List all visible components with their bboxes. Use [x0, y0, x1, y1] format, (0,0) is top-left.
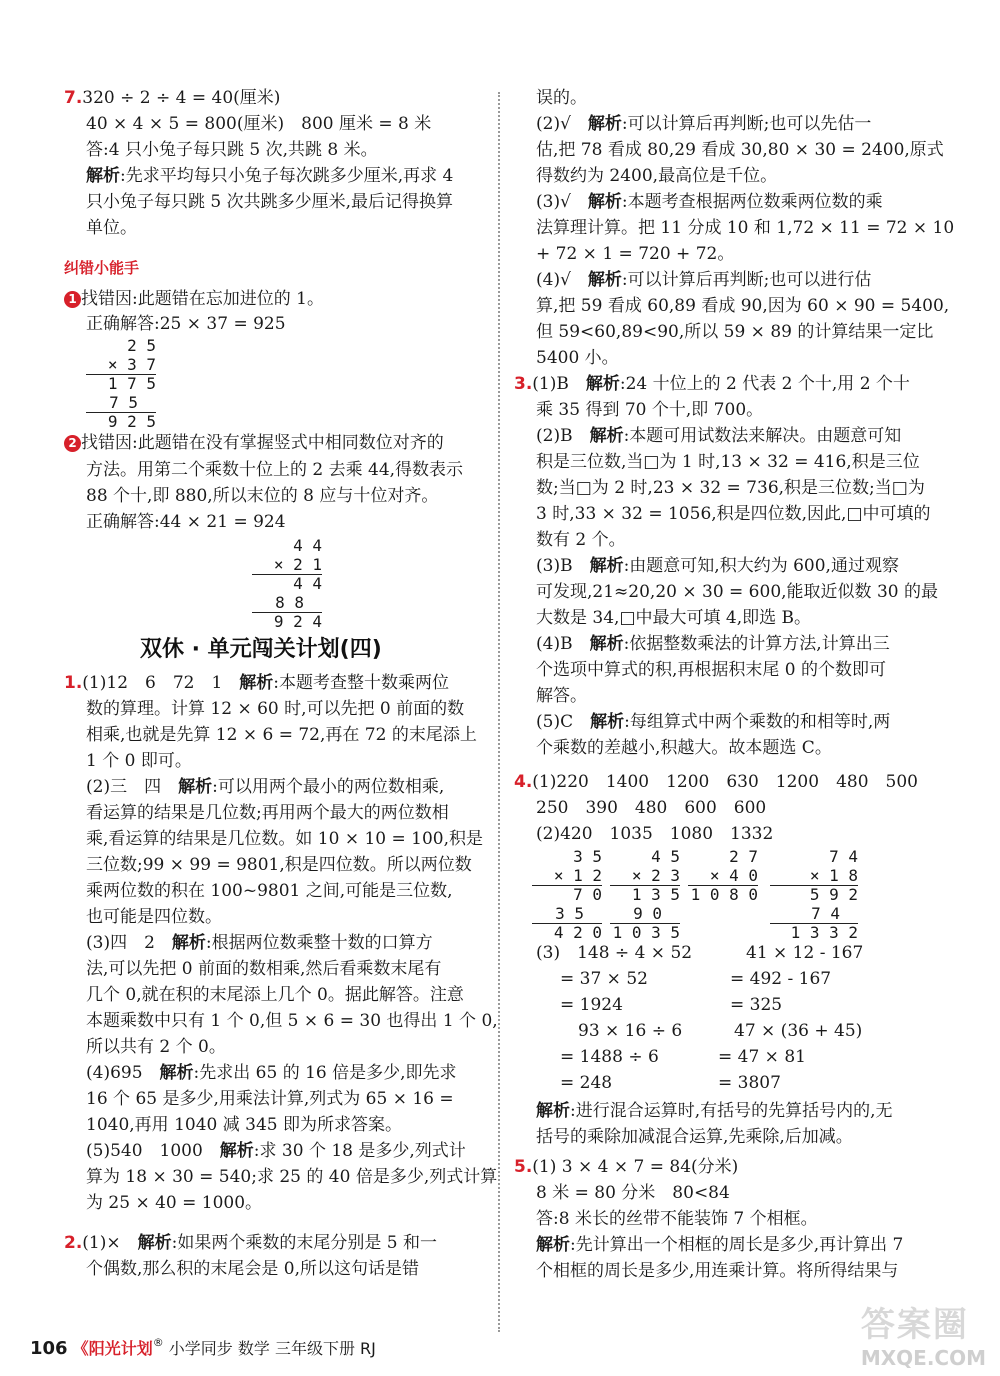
text-line: 数有 2 个。 — [536, 530, 626, 550]
text-line: 但 59<60,89<90,所以 59 × 89 的计算结果一定比 — [536, 322, 934, 342]
calc-row: 3 5 — [555, 904, 584, 923]
calc-row: 8 8 — [275, 593, 304, 612]
text-line: 16 个 65 是多少,用乘法计算,列式为 65 × 16 = — [86, 1089, 454, 1109]
analysis-label: 解析 — [86, 166, 120, 186]
text-line: (2)420 1035 1080 1332 — [536, 824, 774, 844]
column-divider — [498, 92, 500, 1332]
analysis-label: 解析 — [536, 1101, 570, 1121]
question-number: 2. — [64, 1233, 83, 1253]
text-line: 个相框的周长是多少,用连乘计算。将所得结果与 — [536, 1261, 899, 1281]
analysis-label: 解析 — [178, 777, 213, 797]
text-line: 可发现,21≈20,20 × 30 = 600,能取近似数 30 的最 — [536, 582, 938, 602]
text-line: 单位。 — [86, 218, 137, 238]
text: (4)695 — [86, 1063, 160, 1083]
calc-row: × 1 2 — [553, 866, 602, 885]
text-line: 乘两位数的积在 100~9801 之间,可能是三位数, — [86, 881, 453, 901]
text: (1)× — [82, 1233, 138, 1253]
text: :先求出 65 的 16 倍是多少,即先求 — [193, 1063, 457, 1083]
text-line: 本题乘数中只有 1 个 0,但 5 × 6 = 30 也得出 1 个 0, — [86, 1011, 498, 1031]
text-line: 算,把 59 看成 60,89 看成 90,因为 60 × 90 = 5400, — [536, 296, 950, 316]
question-number: 3. — [514, 374, 533, 394]
calc-row: 1 3 3 2 — [790, 923, 858, 942]
section-title: 双休 · 单元闯关计划(四) — [140, 637, 382, 662]
text-line: 5400 小。 — [536, 348, 619, 368]
text: (2)√ — [536, 114, 588, 134]
text-line — [536, 113, 871, 135]
vertical-calc-b — [610, 847, 680, 942]
text: 找错因:此题错在忘加进位的 1。 — [81, 289, 324, 309]
text-line: 得数约为 2400,最高位是千位。 — [536, 166, 778, 186]
text-line: = 1924 — [560, 995, 623, 1015]
jiucuo-heading: 纠错小能手 — [64, 259, 140, 277]
analysis-label: 解析 — [159, 1063, 194, 1083]
text-line: = 47 × 81 — [718, 1047, 806, 1067]
vertical-calc-d — [770, 847, 858, 942]
calc-row: 4 4 — [293, 574, 322, 593]
text-line: 数;当□为 2 时,23 × 32 = 736,积是三位数;当□为 — [536, 478, 925, 498]
question-number: 4. — [514, 772, 533, 792]
text-line — [86, 1140, 466, 1162]
text-line: 误的。 — [536, 88, 587, 108]
calc-rule — [532, 923, 602, 924]
text-line: 数的算理。计算 12 × 60 时,可以先把 0 前面的数 — [86, 699, 465, 719]
text: (3)√ — [536, 192, 588, 212]
analysis-label: 解析 — [589, 634, 624, 654]
vertical-calc-1 — [86, 336, 156, 431]
text: :先求平均每只小兔子每次跳多少厘米,再求 4 — [120, 166, 454, 186]
text-line: 方法。用第二个乘数十位上的 2 去乘 44,得数表示 — [86, 460, 464, 480]
text-line: 250 390 480 600 600 — [536, 798, 767, 818]
calc-row: 7 0 — [573, 885, 602, 904]
text-line: 答:4 只小兔子每只跳 5 次,共跳 8 米。 — [86, 140, 378, 160]
text-line: 为 25 × 40 = 1000。 — [86, 1193, 263, 1213]
page-number: 106 — [30, 1338, 68, 1359]
question-number: 7. — [64, 88, 83, 108]
calc-row: × 2 3 — [631, 866, 680, 885]
text: :可以用两个最小的两位数相乘, — [212, 777, 445, 797]
text-line: 88 个十,即 880,所以末位的 8 应与十位对齐。 — [86, 486, 439, 506]
calc-row: 1 3 5 — [631, 885, 680, 904]
text-line: 1 个 0 即可。 — [86, 751, 192, 771]
calc-row: × 4 0 — [709, 866, 758, 885]
analysis-label: 解析 — [587, 114, 622, 134]
text-line: 所以共有 2 个 0。 — [86, 1037, 226, 1057]
calc-rule — [252, 574, 322, 575]
text: (1)12 6 72 1 — [82, 673, 240, 693]
text: 找错因:此题错在没有掌握竖式中相同数位对齐的 — [81, 433, 444, 453]
vertical-calc-2 — [252, 536, 322, 631]
text-line — [536, 555, 899, 577]
section-2-line — [64, 1232, 437, 1254]
number-badge: 1 — [64, 291, 81, 308]
calc-rule — [86, 412, 156, 413]
text-line — [536, 711, 890, 733]
text: (3)四 2 — [86, 933, 172, 953]
text-line: = 325 — [730, 995, 783, 1015]
text-line — [536, 425, 901, 447]
section-5-line — [514, 1156, 738, 1178]
text-line: 乘,看运算的结果是几位数。如 10 × 10 = 100,积是 — [86, 829, 484, 849]
calc-row: 4 4 — [293, 536, 322, 555]
text-line: 8 米 = 80 分米 80<84 — [536, 1183, 730, 1203]
text-line: 个选项中算式的积,再根据积末尾 0 的个数即可 — [536, 660, 887, 680]
text: (3)B — [536, 556, 590, 576]
text: :本题考查整十数乘两位 — [273, 673, 450, 693]
text-line: 大数是 34,□中最大可填 4,即选 B。 — [536, 608, 812, 628]
text-line: 47 × (36 + 45) — [734, 1021, 863, 1041]
calc-row: 4 5 — [651, 847, 680, 866]
text-line: 算为 18 × 30 = 540;求 25 的 40 倍是多少,列式计算 — [86, 1167, 498, 1187]
text-line: 估,把 78 看成 80,29 看成 30,80 × 30 = 2400,原式 — [536, 140, 944, 160]
calc-row: 9 2 4 — [273, 612, 322, 631]
text-line: = 492 - 167 — [730, 969, 832, 989]
text-line — [86, 165, 453, 187]
watermark — [861, 1297, 986, 1370]
double-chevron-icon: 《 — [72, 1339, 89, 1358]
text: (5)C — [536, 712, 591, 732]
calc-row: 1 0 3 5 — [612, 923, 680, 942]
text: :由题意可知,积大约为 600,通过观察 — [623, 556, 899, 576]
section-3-line — [514, 373, 910, 395]
text: (1)B — [532, 374, 586, 394]
calc-row: × 2 1 — [273, 555, 322, 574]
text-line: 解答。 — [536, 686, 587, 706]
number-badge: 2 — [64, 435, 81, 452]
question-7-line-1 — [64, 87, 280, 109]
text: :本题可用试数法来解决。由题意可知 — [623, 426, 902, 446]
text-line: 1040,再用 1040 减 345 即为所求答案。 — [86, 1115, 402, 1135]
text-line: 法算理计算。把 11 分成 10 和 1,72 × 11 = 72 × 10 — [536, 218, 955, 238]
text: (1)220 1400 1200 630 1200 480 500 — [532, 772, 918, 792]
text-line: 41 × 12 - 167 — [746, 943, 864, 963]
brand-name: 阳光计划 — [88, 1339, 153, 1358]
calc-row: 7 4 — [829, 847, 858, 866]
text-line: 个乘数的差越小,积越大。故本题选 C。 — [536, 738, 832, 758]
text: :24 十位上的 2 代表 2 个十,用 2 个十 — [619, 374, 910, 394]
calc-row: 5 9 2 — [809, 885, 858, 904]
text-line: 只小兔子每只跳 5 次共跳多少厘米,最后记得换算 — [86, 192, 454, 212]
error-2-line-1 — [64, 432, 444, 454]
text: :依据整数乘法的计算方法,计算出三 — [623, 634, 890, 654]
question-number: 1. — [64, 673, 83, 693]
text-line: 3 时,33 × 32 = 1056,积是四位数,因此,□中可填的 — [536, 504, 931, 524]
calc-row: 7 4 — [811, 904, 840, 923]
text-line: = 3807 — [718, 1073, 781, 1093]
book-info: 小学同步 数学 三年级下册 RJ — [163, 1339, 376, 1358]
text-line: 三位数;99 × 99 = 9801,积是四位数。所以两位数 — [86, 855, 472, 875]
text-line: 也可能是四位数。 — [86, 907, 222, 927]
calc-row: × 1 8 — [809, 866, 858, 885]
text: 320 ÷ 2 ÷ 4 = 40(厘米) — [82, 88, 281, 108]
text-line: = 37 × 52 — [560, 969, 648, 989]
text: :求 30 个 18 是多少,列式计 — [253, 1141, 466, 1161]
text-line — [536, 1234, 903, 1256]
text-line: 积是三位数,当□为 1 时,13 × 32 = 416,积是三位 — [536, 452, 920, 472]
analysis-label: 解析 — [587, 192, 622, 212]
text: (4)B — [536, 634, 590, 654]
analysis-label: 解析 — [589, 426, 624, 446]
text-line — [86, 932, 433, 954]
calc-rule — [770, 923, 858, 924]
calc-rule — [86, 374, 156, 375]
analysis-label: 解析 — [137, 1233, 172, 1253]
calc-row: 9 2 5 — [107, 412, 156, 431]
calc-row: 2 5 — [127, 336, 156, 355]
calc-rule — [770, 885, 858, 886]
text: (5)540 1000 — [86, 1141, 220, 1161]
calc-rule — [610, 923, 680, 924]
calc-row: 4 2 0 — [553, 923, 602, 942]
text-line — [536, 633, 890, 655]
calc-rule — [610, 885, 680, 886]
calc-row: 3 5 — [573, 847, 602, 866]
analysis-label: 解析 — [536, 1235, 570, 1255]
calc-rule — [688, 885, 758, 886]
text: :进行混合运算时,有括号的先算括号内的,无 — [570, 1101, 893, 1121]
text-line — [536, 191, 883, 213]
error-1-line-1 — [64, 288, 324, 310]
vertical-calc-a — [532, 847, 602, 942]
watermark-logo: 答案圈 — [860, 1305, 969, 1345]
calc-row: 1 7 5 — [107, 374, 156, 393]
text-line: = 248 — [560, 1073, 613, 1093]
calc-rule — [252, 612, 322, 613]
text-line: 括号的乘除加减混合运算,先乘除,后加减。 — [536, 1127, 853, 1147]
analysis-label: 解析 — [589, 556, 624, 576]
question-number: 5. — [514, 1157, 533, 1177]
text: (2)三 四 — [86, 777, 179, 797]
vertical-calc-c — [688, 847, 758, 904]
text: :可以计算后再判断;也可以先估一 — [621, 114, 872, 134]
text-line: + 72 × 1 = 720 + 72。 — [536, 244, 735, 264]
analysis-label: 解析 — [590, 712, 625, 732]
text-line: 答:8 米长的丝带不能装饰 7 个相框。 — [536, 1209, 818, 1229]
text: :可以计算后再判断;也可以进行估 — [621, 270, 872, 290]
text-line: 法,可以先把 0 前面的数相乘,然后看乘数末尾有 — [86, 959, 442, 979]
analysis-label: 解析 — [585, 374, 620, 394]
text-line: 乘 35 得到 70 个十,即 700。 — [536, 400, 764, 420]
registered-mark: ® — [152, 1336, 164, 1349]
calc-row: × 3 7 — [107, 355, 156, 374]
text: :每组算式中两个乘数的和相等时,两 — [624, 712, 891, 732]
text: (2)B — [536, 426, 590, 446]
text: (1) 3 × 4 × 7 = 84(分米) — [532, 1157, 739, 1177]
text-line — [536, 1100, 893, 1122]
text: :本题考查根据两位数乘两位数的乘 — [621, 192, 883, 212]
text: (4)√ — [536, 270, 588, 290]
text-line: 相乘,也就是先算 12 × 6 = 72,再在 72 的末尾添上 — [86, 725, 477, 745]
text-line: 正确解答:44 × 21 = 924 — [86, 512, 286, 532]
text-line — [536, 269, 871, 291]
text-line: 正确解答:25 × 37 = 925 — [86, 314, 286, 334]
page-footer — [30, 1336, 376, 1359]
calc-row: 7 5 — [109, 393, 138, 412]
text-line — [86, 776, 444, 798]
text-line: = 1488 ÷ 6 — [560, 1047, 659, 1067]
text-line: 几个 0,就在积的末尾添上几个 0。据此解答。注意 — [86, 985, 464, 1005]
text: :先计算出一个相框的周长是多少,再计算出 7 — [570, 1235, 904, 1255]
text-line — [86, 1062, 457, 1084]
calc-row: 1 0 8 0 — [690, 885, 758, 904]
text-line: (3) 148 ÷ 4 × 52 — [536, 943, 693, 963]
calc-rule — [532, 885, 602, 886]
text-line: 40 × 4 × 5 = 800(厘米) 800 厘米 = 8 米 — [86, 114, 432, 134]
text-line: 93 × 16 ÷ 6 — [578, 1021, 683, 1041]
text-line: 个偶数,那么积的末尾会是 0,所以这句话是错 — [86, 1259, 420, 1279]
section-1-line — [64, 672, 449, 694]
analysis-label: 解析 — [239, 673, 274, 693]
text: :根据两位数乘整十数的口算方 — [205, 933, 433, 953]
analysis-label: 解析 — [171, 933, 206, 953]
analysis-label: 解析 — [219, 1141, 254, 1161]
analysis-label: 解析 — [587, 270, 622, 290]
text-line: 看运算的结果是几位数;再用两个最大的两位数相 — [86, 803, 449, 823]
calc-row: 9 0 — [633, 904, 662, 923]
calc-row: 2 7 — [729, 847, 758, 866]
watermark-url: MXQE.COM — [860, 1346, 986, 1370]
section-4-line — [514, 771, 918, 793]
text: :如果两个乘数的末尾分别是 5 和一 — [171, 1233, 437, 1253]
